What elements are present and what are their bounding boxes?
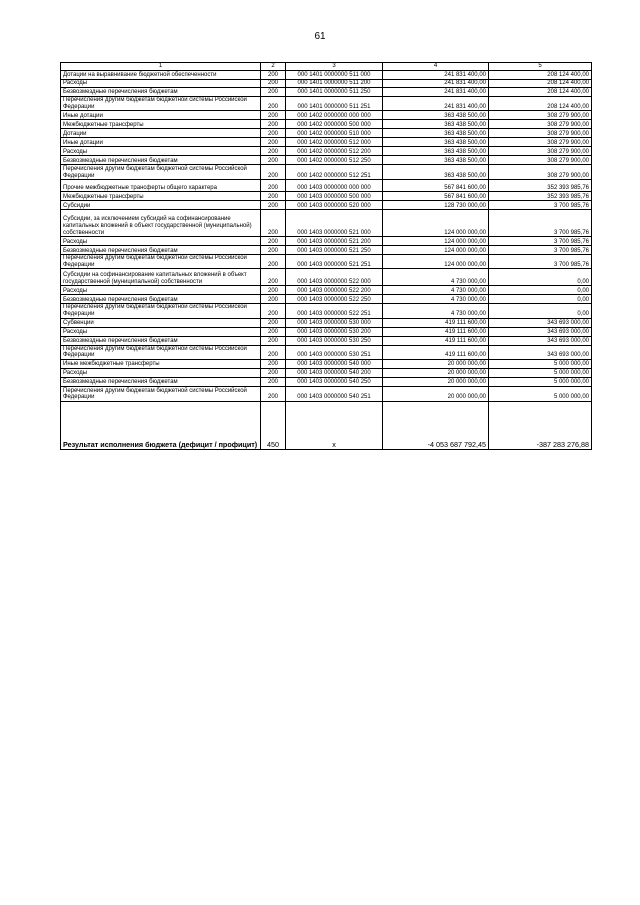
table-row xyxy=(61,304,592,318)
row-executed-amount: 308 279 900,00 xyxy=(489,129,592,138)
table-row xyxy=(61,336,592,345)
row-name: Расходы xyxy=(61,286,261,295)
row-executed-amount: 208 124 400,00 xyxy=(489,80,592,88)
table-row xyxy=(61,210,592,237)
table-row xyxy=(61,246,592,255)
row-executed-amount: 0,00 xyxy=(489,304,592,318)
row-budget-code: 000 1402 0000000 000 000 xyxy=(286,111,383,120)
row-name: Иные дотации xyxy=(61,111,261,120)
row-planned-amount: 4 730 000,00 xyxy=(383,295,489,304)
row-executed-amount: 3 700 985,76 xyxy=(489,210,592,237)
table-row xyxy=(61,165,592,180)
row-name: Дотации на выравнивание бюджетной обеспеченности xyxy=(61,71,261,80)
table-row xyxy=(61,368,592,377)
column-header: 1 xyxy=(61,63,261,71)
row-budget-code: 000 1403 0000000 540 250 xyxy=(286,377,383,386)
row-executed-amount: 208 124 400,00 xyxy=(489,97,592,111)
row-budget-code: 000 1401 0000000 511 000 xyxy=(286,71,383,80)
table-row xyxy=(61,286,592,295)
row-executed-amount: 3 700 985,76 xyxy=(489,201,592,210)
row-budget-code: 000 1403 0000000 540 200 xyxy=(286,368,383,377)
table-row xyxy=(61,129,592,138)
row-planned-amount: 124 000 000,00 xyxy=(383,237,489,246)
row-budget-code: 000 1403 0000000 521 250 xyxy=(286,246,383,255)
row-name: Перечисления другим бюджетам бюджетной системы Российской Федерации xyxy=(61,255,261,269)
row-planned-amount: 363 438 500,00 xyxy=(383,147,489,156)
row-planned-amount: 241 831 400,00 xyxy=(383,71,489,80)
row-budget-code: 000 1403 0000000 500 000 xyxy=(286,192,383,201)
row-name: Субсидии xyxy=(61,201,261,210)
row-name: Субсидии, за исключением субсидий на софинансирование капитальных вложений в объект государственной (муниципальной) собственности xyxy=(61,210,261,237)
row-name: Безвозмездные перечисления бюджетам xyxy=(61,377,261,386)
row-line-code: 200 xyxy=(261,336,286,345)
row-budget-code: 000 1403 0000000 521 200 xyxy=(286,237,383,246)
row-executed-amount: 5 000 000,00 xyxy=(489,368,592,377)
row-executed-amount: 5 000 000,00 xyxy=(489,377,592,386)
row-executed-amount: 208 124 400,00 xyxy=(489,88,592,97)
row-name: Безвозмездные перечисления бюджетам xyxy=(61,246,261,255)
row-planned-amount: 567 841 600,00 xyxy=(383,192,489,201)
row-line-code: 200 xyxy=(261,210,286,237)
row-name: Прочие межбюджетные трансферты общего характера xyxy=(61,180,261,192)
row-name: Перечисления другим бюджетам бюджетной системы Российской Федерации xyxy=(61,97,261,111)
row-budget-code: 000 1403 0000000 530 251 xyxy=(286,345,383,359)
row-line-code: 200 xyxy=(261,80,286,88)
table-row xyxy=(61,80,592,88)
row-executed-amount: 3 700 985,76 xyxy=(489,237,592,246)
row-executed-amount: 343 693 000,00 xyxy=(489,327,592,336)
row-planned-amount: 20 000 000,00 xyxy=(383,386,489,401)
row-executed-amount: 352 393 985,76 xyxy=(489,192,592,201)
row-planned-amount: 419 111 600,00 xyxy=(383,336,489,345)
row-planned-amount: 241 831 400,00 xyxy=(383,80,489,88)
row-planned-amount: 241 831 400,00 xyxy=(383,88,489,97)
row-planned-amount: 20 000 000,00 xyxy=(383,368,489,377)
row-planned-amount: 124 000 000,00 xyxy=(383,210,489,237)
row-line-code: 200 xyxy=(261,359,286,368)
row-executed-amount: 308 279 900,00 xyxy=(489,147,592,156)
budget-result-line-code: 450 xyxy=(261,401,286,449)
table-row xyxy=(61,147,592,156)
row-budget-code: 000 1401 0000000 511 200 xyxy=(286,80,383,88)
budget-result-row xyxy=(61,401,592,449)
row-name: Дотации xyxy=(61,129,261,138)
row-budget-code: 000 1403 0000000 530 200 xyxy=(286,327,383,336)
row-planned-amount: 241 831 400,00 xyxy=(383,97,489,111)
row-budget-code: 000 1403 0000000 522 200 xyxy=(286,286,383,295)
table-row xyxy=(61,295,592,304)
column-header: 4 xyxy=(383,63,489,71)
row-executed-amount: 308 279 900,00 xyxy=(489,156,592,165)
table-row xyxy=(61,201,592,210)
row-line-code: 200 xyxy=(261,304,286,318)
row-budget-code: 000 1403 0000000 540 251 xyxy=(286,386,383,401)
row-line-code: 200 xyxy=(261,88,286,97)
row-executed-amount: 0,00 xyxy=(489,295,592,304)
row-executed-amount: 308 279 900,00 xyxy=(489,120,592,129)
row-name: Перечисления другим бюджетам бюджетной системы Российской Федерации xyxy=(61,165,261,180)
row-name: Расходы xyxy=(61,80,261,88)
row-line-code: 200 xyxy=(261,255,286,269)
row-line-code: 200 xyxy=(261,129,286,138)
row-planned-amount: 124 000 000,00 xyxy=(383,255,489,269)
row-executed-amount: 343 693 000,00 xyxy=(489,336,592,345)
budget-result-planned-amount: -4 053 687 792,45 xyxy=(383,401,489,449)
row-name: Расходы xyxy=(61,327,261,336)
row-line-code: 200 xyxy=(261,165,286,180)
row-executed-amount: 352 393 985,76 xyxy=(489,180,592,192)
budget-result-executed-amount: -387 283 276,88 xyxy=(489,401,592,449)
row-budget-code: 000 1402 0000000 512 251 xyxy=(286,165,383,180)
row-line-code: 200 xyxy=(261,377,286,386)
row-executed-amount: 3 700 985,76 xyxy=(489,255,592,269)
row-planned-amount: 363 438 500,00 xyxy=(383,111,489,120)
row-planned-amount: 4 730 000,00 xyxy=(383,269,489,286)
row-name: Межбюджетные трансферты xyxy=(61,192,261,201)
table-row xyxy=(61,255,592,269)
row-name: Субвенции xyxy=(61,318,261,327)
table-row xyxy=(61,156,592,165)
row-line-code: 200 xyxy=(261,147,286,156)
table-row xyxy=(61,97,592,111)
row-executed-amount: 3 700 985,76 xyxy=(489,246,592,255)
row-executed-amount: 5 000 000,00 xyxy=(489,359,592,368)
row-line-code: 200 xyxy=(261,71,286,80)
table-row xyxy=(61,138,592,147)
row-executed-amount: 308 279 900,00 xyxy=(489,138,592,147)
row-line-code: 200 xyxy=(261,327,286,336)
row-planned-amount: 419 111 600,00 xyxy=(383,345,489,359)
row-executed-amount: 343 693 000,00 xyxy=(489,318,592,327)
table-row xyxy=(61,192,592,201)
row-executed-amount: 308 279 900,00 xyxy=(489,165,592,180)
row-budget-code: 000 1403 0000000 522 250 xyxy=(286,295,383,304)
row-line-code: 200 xyxy=(261,138,286,147)
row-executed-amount: 343 693 000,00 xyxy=(489,345,592,359)
row-line-code: 200 xyxy=(261,368,286,377)
row-budget-code: 000 1402 0000000 512 200 xyxy=(286,147,383,156)
row-name: Перечисления другим бюджетам бюджетной системы Российской Федерации xyxy=(61,304,261,318)
table-row xyxy=(61,237,592,246)
row-planned-amount: 4 730 000,00 xyxy=(383,286,489,295)
table-row xyxy=(61,318,592,327)
table-row xyxy=(61,88,592,97)
row-budget-code: 000 1401 0000000 511 250 xyxy=(286,88,383,97)
table-row xyxy=(61,359,592,368)
row-planned-amount: 128 730 000,00 xyxy=(383,201,489,210)
table-row xyxy=(61,377,592,386)
row-line-code: 200 xyxy=(261,201,286,210)
row-executed-amount: 308 279 900,00 xyxy=(489,111,592,120)
row-line-code: 200 xyxy=(261,345,286,359)
row-planned-amount: 363 438 500,00 xyxy=(383,129,489,138)
row-planned-amount: 363 438 500,00 xyxy=(383,156,489,165)
budget-table xyxy=(60,62,592,450)
row-budget-code: 000 1403 0000000 530 000 xyxy=(286,318,383,327)
row-planned-amount: 419 111 600,00 xyxy=(383,327,489,336)
row-budget-code: 000 1403 0000000 521 000 xyxy=(286,210,383,237)
row-name: Расходы xyxy=(61,147,261,156)
row-planned-amount: 20 000 000,00 xyxy=(383,377,489,386)
row-line-code: 200 xyxy=(261,246,286,255)
table-row xyxy=(61,327,592,336)
row-name: Безвозмездные перечисления бюджетам xyxy=(61,88,261,97)
table-row xyxy=(61,71,592,80)
row-budget-code: 000 1403 0000000 521 251 xyxy=(286,255,383,269)
row-executed-amount: 5 000 000,00 xyxy=(489,386,592,401)
row-planned-amount: 363 438 500,00 xyxy=(383,120,489,129)
row-name: Расходы xyxy=(61,237,261,246)
row-name: Безвозмездные перечисления бюджетам xyxy=(61,295,261,304)
row-budget-code: 000 1403 0000000 540 000 xyxy=(286,359,383,368)
table-row xyxy=(61,269,592,286)
row-line-code: 200 xyxy=(261,192,286,201)
row-line-code: 200 xyxy=(261,111,286,120)
table-header-row xyxy=(61,63,592,71)
row-budget-code: 000 1403 0000000 520 000 xyxy=(286,201,383,210)
row-name: Иные дотации xyxy=(61,138,261,147)
column-header: 3 xyxy=(286,63,383,71)
row-budget-code: 000 1401 0000000 511 251 xyxy=(286,97,383,111)
row-line-code: 200 xyxy=(261,318,286,327)
row-planned-amount: 419 111 600,00 xyxy=(383,318,489,327)
table-row xyxy=(61,120,592,129)
row-name: Межбюджетные трансферты xyxy=(61,120,261,129)
table-row xyxy=(61,111,592,120)
row-planned-amount: 20 000 000,00 xyxy=(383,359,489,368)
budget-result-label: Результат исполнения бюджета (дефицит / профицит) xyxy=(61,401,261,449)
row-budget-code: 000 1402 0000000 510 000 xyxy=(286,129,383,138)
row-budget-code: 000 1403 0000000 530 250 xyxy=(286,336,383,345)
row-executed-amount: 0,00 xyxy=(489,286,592,295)
row-line-code: 200 xyxy=(261,237,286,246)
column-header: 2 xyxy=(261,63,286,71)
row-planned-amount: 124 000 000,00 xyxy=(383,246,489,255)
row-executed-amount: 208 124 400,00 xyxy=(489,71,592,80)
row-planned-amount: 567 841 600,00 xyxy=(383,180,489,192)
row-executed-amount: 0,00 xyxy=(489,269,592,286)
row-name: Расходы xyxy=(61,368,261,377)
row-line-code: 200 xyxy=(261,120,286,129)
row-line-code: 200 xyxy=(261,295,286,304)
row-budget-code: 000 1403 0000000 000 000 xyxy=(286,180,383,192)
row-budget-code: 000 1402 0000000 512 250 xyxy=(286,156,383,165)
row-planned-amount: 4 730 000,00 xyxy=(383,304,489,318)
row-planned-amount: 363 438 500,00 xyxy=(383,138,489,147)
row-name: Безвозмездные перечисления бюджетам xyxy=(61,156,261,165)
row-budget-code: 000 1402 0000000 512 000 xyxy=(286,138,383,147)
row-line-code: 200 xyxy=(261,97,286,111)
page-number: 61 xyxy=(314,31,326,42)
row-line-code: 200 xyxy=(261,286,286,295)
row-name: Перечисления другим бюджетам бюджетной системы Российской Федерации xyxy=(61,386,261,401)
row-name: Субсидии на софинансирование капитальных вложений в объект государственной (муниципальной) собственности xyxy=(61,269,261,286)
row-line-code: 200 xyxy=(261,156,286,165)
row-line-code: 200 xyxy=(261,386,286,401)
budget-result-budget-code: x xyxy=(286,401,383,449)
row-budget-code: 000 1403 0000000 522 251 xyxy=(286,304,383,318)
row-budget-code: 000 1402 0000000 500 000 xyxy=(286,120,383,129)
row-line-code: 200 xyxy=(261,180,286,192)
table-row xyxy=(61,386,592,401)
row-name: Перечисления другим бюджетам бюджетной системы Российской Федерации xyxy=(61,345,261,359)
row-planned-amount: 363 438 500,00 xyxy=(383,165,489,180)
table-row xyxy=(61,180,592,192)
row-name: Иные межбюджетные трансферты xyxy=(61,359,261,368)
row-name: Безвозмездные перечисления бюджетам xyxy=(61,336,261,345)
row-budget-code: 000 1403 0000000 522 000 xyxy=(286,269,383,286)
row-line-code: 200 xyxy=(261,269,286,286)
table-row xyxy=(61,345,592,359)
column-header: 5 xyxy=(489,63,592,71)
